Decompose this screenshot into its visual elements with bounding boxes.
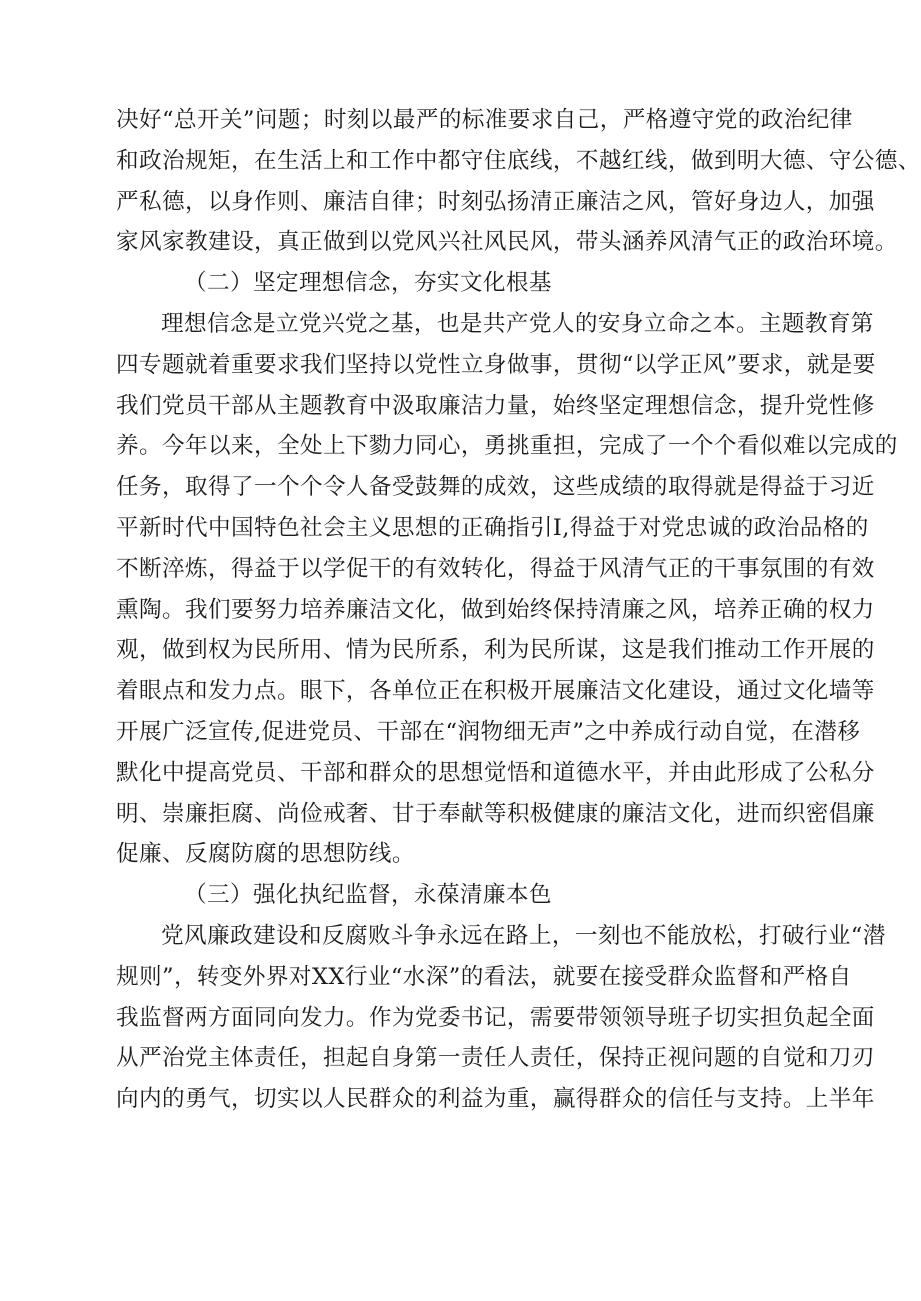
text-line: 四专题就着重要求我们坚持以党性立身做事，贯彻“以学正风”要求，就是要 bbox=[116, 351, 876, 378]
body-paragraph bbox=[116, 100, 921, 263]
section-heading bbox=[116, 875, 840, 916]
text-line: 任务，取得了一个个令人备受鼓舞的成效，这些成绩的取得就是得益于习近 bbox=[116, 474, 875, 501]
text-line: 养。今年以来，全处上下勠力同心，勇挑重担，完成了一个个看似难以完成的 bbox=[116, 433, 898, 460]
body-paragraph bbox=[116, 304, 898, 875]
text-line: 规则”，转变外界对XX行业“水深”的看法，就要在接受群众监督和严格自 bbox=[116, 963, 852, 990]
text-line: 开展广泛宣传,促进党员、干部在“润物细无声”之中养成行动自觉，在潜移 bbox=[116, 718, 861, 745]
text-line: 默化中提高党员、干部和群众的思想觉悟和道德水平，并由此形成了公私分 bbox=[116, 759, 875, 786]
body-paragraph bbox=[116, 916, 886, 1120]
text-line: 明、崇廉拒腐、尚俭戒奢、甘于奉献等积极健康的廉洁文化，进而织密倡廉 bbox=[116, 800, 875, 827]
text-line: 从严治党主体责任，担起自身第一责任人责任，保持正视问题的自觉和刀刃 bbox=[116, 1045, 875, 1072]
text-line: 严私德，以身作则、廉洁自律；时刻弘扬清正廉洁之风，管好身边人，加强 bbox=[116, 188, 875, 215]
text-line: 着眼点和发力点。眼下，各单位正在积极开展廉洁文化建设，通过文化墙等 bbox=[116, 678, 875, 705]
text-line: 理想信念是立党兴党之基，也是共产党人的安身立命之本。主题教育第 bbox=[161, 310, 874, 337]
text-line: 决好“总开关”问题；时刻以最严的标准要求自己，严格遵守党的政治纪律 bbox=[116, 107, 853, 133]
text-line: 家风家教建设，真正做到以党风兴社风民风，带头涵养风清气正的政治环境。 bbox=[116, 229, 898, 256]
text-line: 向内的勇气，切实以人民群众的利益为重，赢得群众的信任与支持。上半年 bbox=[116, 1086, 875, 1113]
text-line: 促廉、反腐防腐的思想防线。 bbox=[116, 841, 415, 868]
heading-text: （三）强化执纪监督，永葆清廉本色 bbox=[184, 882, 552, 909]
text-line: 观，做到权为民所用、情为民所系，利为民所谋，这是我们推动工作开展的 bbox=[116, 637, 875, 664]
text-line: 我们党员干部从主题教育中汲取廉洁力量，始终坚定理想信念，提升党性修 bbox=[116, 392, 875, 419]
document-body bbox=[116, 100, 921, 1120]
text-line: 我监督两方面同向发力。作为党委书记，需要带领领导班子切实担负起全面 bbox=[116, 1004, 875, 1031]
section-heading bbox=[116, 263, 840, 304]
text-line: 平新时代中国特色社会主义思想的正确指引I,得益于对党忠诚的政治品格的 bbox=[116, 514, 869, 541]
text-line: 党风廉政建设和反腐败斗争永远在路上，一刻也不能放松，打破行业“潜 bbox=[161, 922, 886, 949]
text-line: 和政治规矩，在生活上和工作中都守住底线，不越红线，做到明大德、守公德、 bbox=[116, 147, 921, 174]
text-line: 不断淬炼，得益于以学促干的有效转化，得益于风清气正的干事氛围的有效 bbox=[116, 555, 875, 582]
text-line: 熏陶。我们要努力培养廉洁文化，做到始终保持清廉之风，培养正确的权力 bbox=[116, 596, 875, 623]
heading-text: （二）坚定理想信念，夯实文化根基 bbox=[184, 270, 552, 297]
